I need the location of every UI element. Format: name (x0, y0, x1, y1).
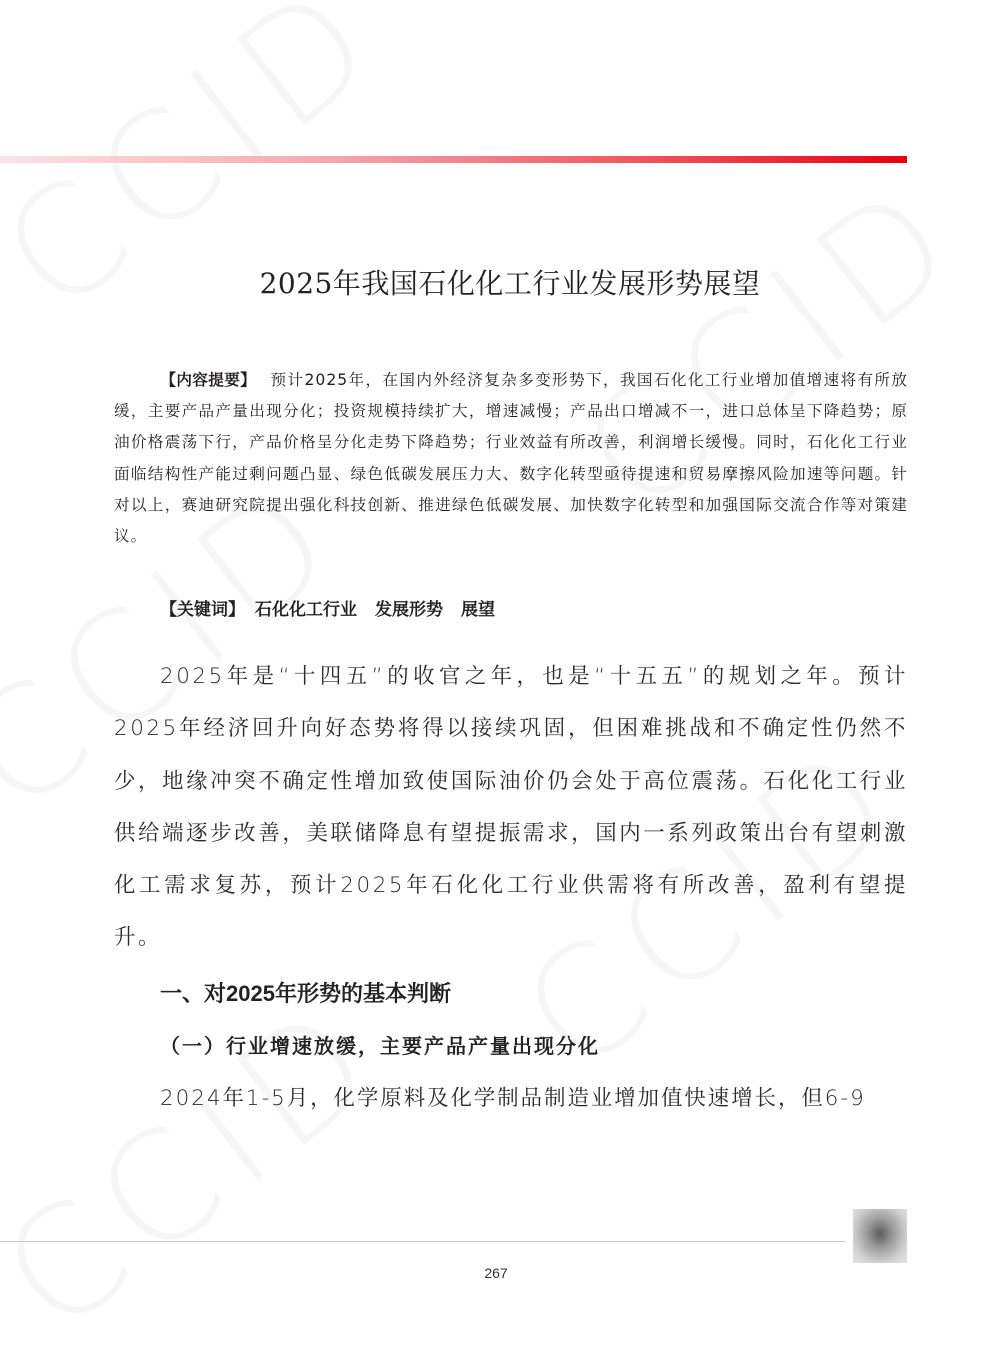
intro-paragraph (114, 651, 908, 965)
section-paragraph: 2024年1-5月，化学原料及化学制品制造业增加值快速增长，但6-9 (160, 1086, 866, 1111)
header-accent-bar (0, 156, 907, 163)
footer-corner-image (853, 1209, 907, 1263)
abstract (114, 365, 908, 552)
footer-divider (0, 1241, 845, 1242)
keywords-label: 【关键词】 (160, 600, 245, 619)
page-number: 267 (484, 1265, 508, 1281)
intro-paragraph-text: 2025年是“十四五”的收官之年，也是“十五五”的规划之年。预计2025年经济回升向好态势将得以接续巩固，但困难挑战和不确定性仍然不少，地缘冲突不确定性增加致使国际油价仍会处于高位震荡。石化化工行业供给端逐步改善，美联储降息有望提振需求，国内一系列政策出台有望刺激化工需求复苏，预计2025年石化化工行业供需将有所改善，盈利有望提升。 (114, 664, 908, 951)
watermark-text (0, 968, 414, 1366)
keyword-item: 发展形势 (375, 600, 443, 619)
subsection-heading: （一）行业增速放缓，主要产品产量出现分化 (160, 1034, 600, 1058)
keyword-item: 石化化工行业 (255, 600, 357, 619)
abstract-label: 【内容提要】 (160, 372, 257, 389)
abstract-text: 预计2025年，在国内外经济复杂多变形势下，我国石化化工行业增加值增速将有所放缓，主要产品产量出现分化；投资规模持续扩大，增速减慢；产品出口增减不一，进口总体呈下降趋势；原油价格震荡下行，产品价格呈分化走势下降趋势；行业效益有所改善，利润增长缓慢。同时，石化化工行业面临结构性产能过剩问题凸显、绿色低碳发展压力大、数字化转型亟待提速和贸易摩擦风险加速等问题。针对以上，赛迪研究院提出强化科技创新、推进绿色低碳发展、加快数字化转型和加强国际交流合作等对策建议。 (114, 371, 908, 546)
keyword-item: 展望 (461, 600, 495, 619)
keywords (160, 595, 908, 620)
page-title: 2025年我国石化化工行业发展形势展望 (259, 267, 761, 300)
section-heading: 一、对2025年形势的基本判断 (160, 981, 451, 1006)
